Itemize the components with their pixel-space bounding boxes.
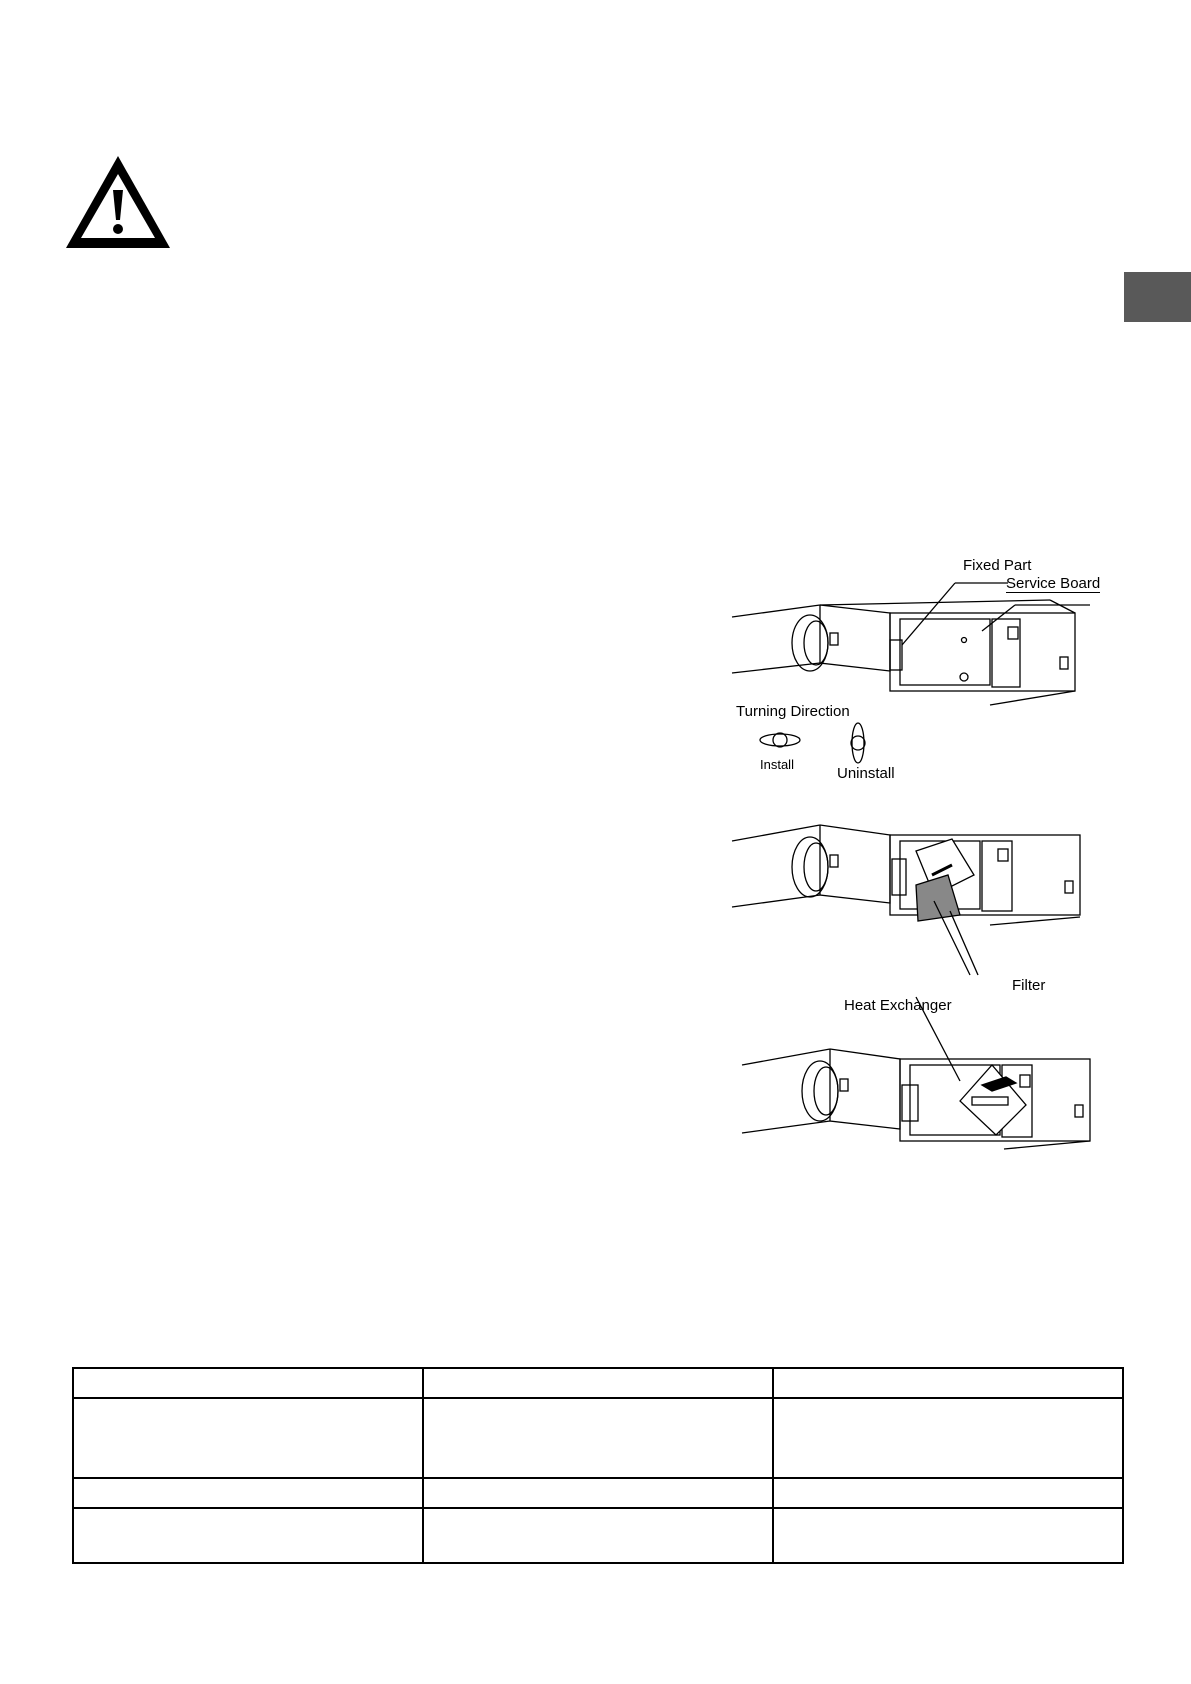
table-cell	[773, 1508, 1123, 1563]
table-cell	[773, 1478, 1123, 1508]
table-cell	[73, 1398, 423, 1478]
label-turning-direction: Turning Direction	[736, 703, 850, 720]
unit-drawing-heat-exchanger	[742, 997, 1090, 1149]
label-service-board: Service Board	[1006, 575, 1101, 592]
unit-drawing-service-board	[732, 583, 1090, 705]
unit-drawing-filter	[732, 825, 1080, 975]
table-cell	[73, 1368, 423, 1398]
table-cell	[423, 1508, 773, 1563]
table-row	[73, 1368, 1123, 1398]
table-cell	[423, 1478, 773, 1508]
warning-icon	[62, 152, 174, 252]
table-cell	[73, 1478, 423, 1508]
maintenance-table	[72, 1367, 1124, 1564]
unit-drawings	[720, 545, 1140, 1225]
table-cell	[773, 1398, 1123, 1478]
label-fixed-part: Fixed Part	[963, 557, 1032, 574]
table-row	[73, 1508, 1123, 1563]
maintenance-illustration	[720, 545, 1140, 1225]
table-cell	[773, 1368, 1123, 1398]
label-install: Install	[760, 757, 794, 772]
chapter-tab	[1124, 272, 1191, 322]
label-uninstall: Uninstall	[837, 765, 895, 782]
table-row	[73, 1478, 1123, 1508]
label-filter: Filter	[1012, 977, 1046, 994]
table-row	[73, 1398, 1123, 1478]
table-cell	[73, 1508, 423, 1563]
label-heat-exchanger: Heat Exchanger	[844, 997, 952, 1014]
table-cell	[423, 1368, 773, 1398]
table-cell	[423, 1398, 773, 1478]
